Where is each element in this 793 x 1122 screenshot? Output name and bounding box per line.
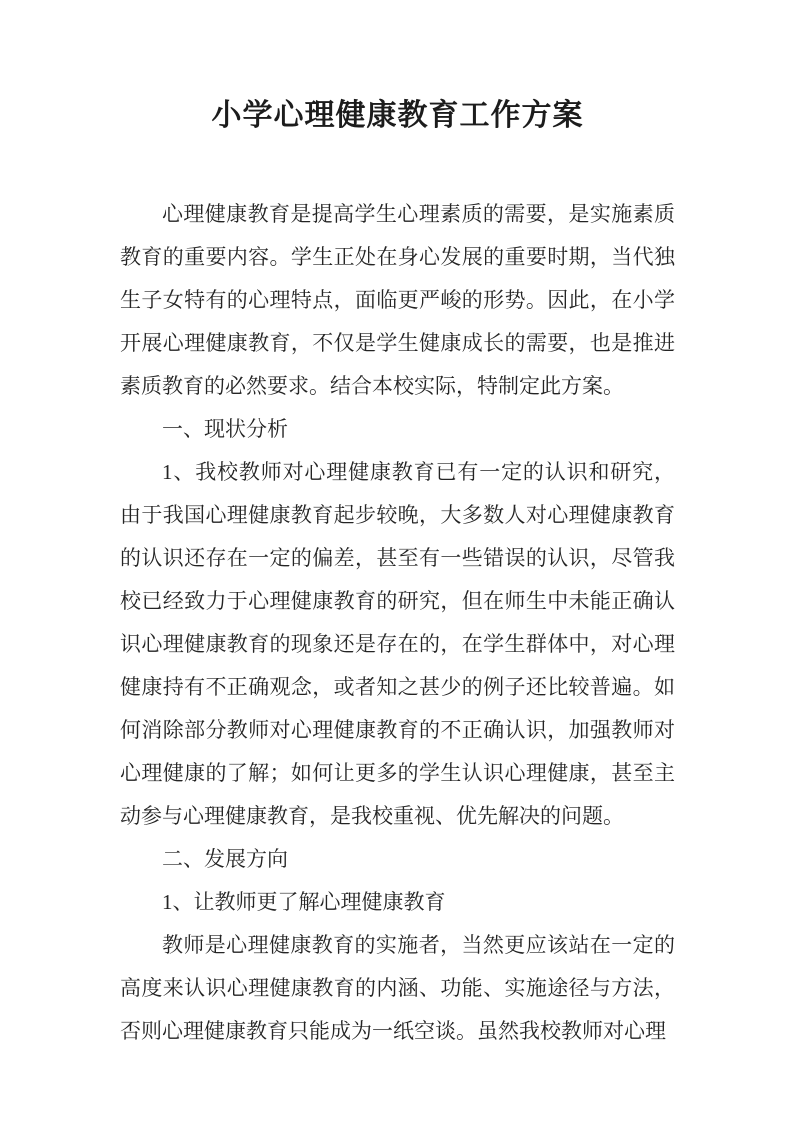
section-heading: 一、现状分析 xyxy=(162,417,288,441)
paragraph: 1、我校教师对心理健康教育已有一定的认识和研究，由于我国心理健康教育起步较晚，大多数人对心理健康教育的认识还存在一定的偏差，甚至有一些错误的认识，尽管我校已经致力于心理健康教育的研究，但在师生中未能正确认识心理健康教育的现象还是存在的，在学生群体中，对心理健康持有不正确观念，或者知之甚少的例子还比较普遍。如何消除部分教师对心理健康教育的不正确认识，加强教师对心理健康的了解；如何让更多的学生认识心理健康，甚至主动参与心理健康教育，是我校重视、优先解决的问题。 xyxy=(120,460,675,828)
section-heading: 二、发展方向 xyxy=(162,847,288,871)
document-title: 小学心理健康教育工作方案 xyxy=(211,99,584,132)
document-body xyxy=(120,193,675,1053)
paragraph: 教师是心理健康教育的实施者，当然更应该站在一定的高度来认识心理健康教育的内涵、功能、实施途径与方法，否则心理健康教育只能成为一纸空谈。虽然我校教师对心理 xyxy=(120,933,675,1043)
section-heading: 1、让教师更了解心理健康教育 xyxy=(162,890,446,914)
paragraph: 心理健康教育是提高学生心理素质的需要，是实施素质教育的重要内容。学生正处在身心发展的重要时期，当代独生子女特有的心理特点，面临更严峻的形势。因此，在小学开展心理健康教育，不仅是学生健康成长的需要，也是推进素质教育的必然要求。结合本校实际，特制定此方案。 xyxy=(120,202,675,398)
